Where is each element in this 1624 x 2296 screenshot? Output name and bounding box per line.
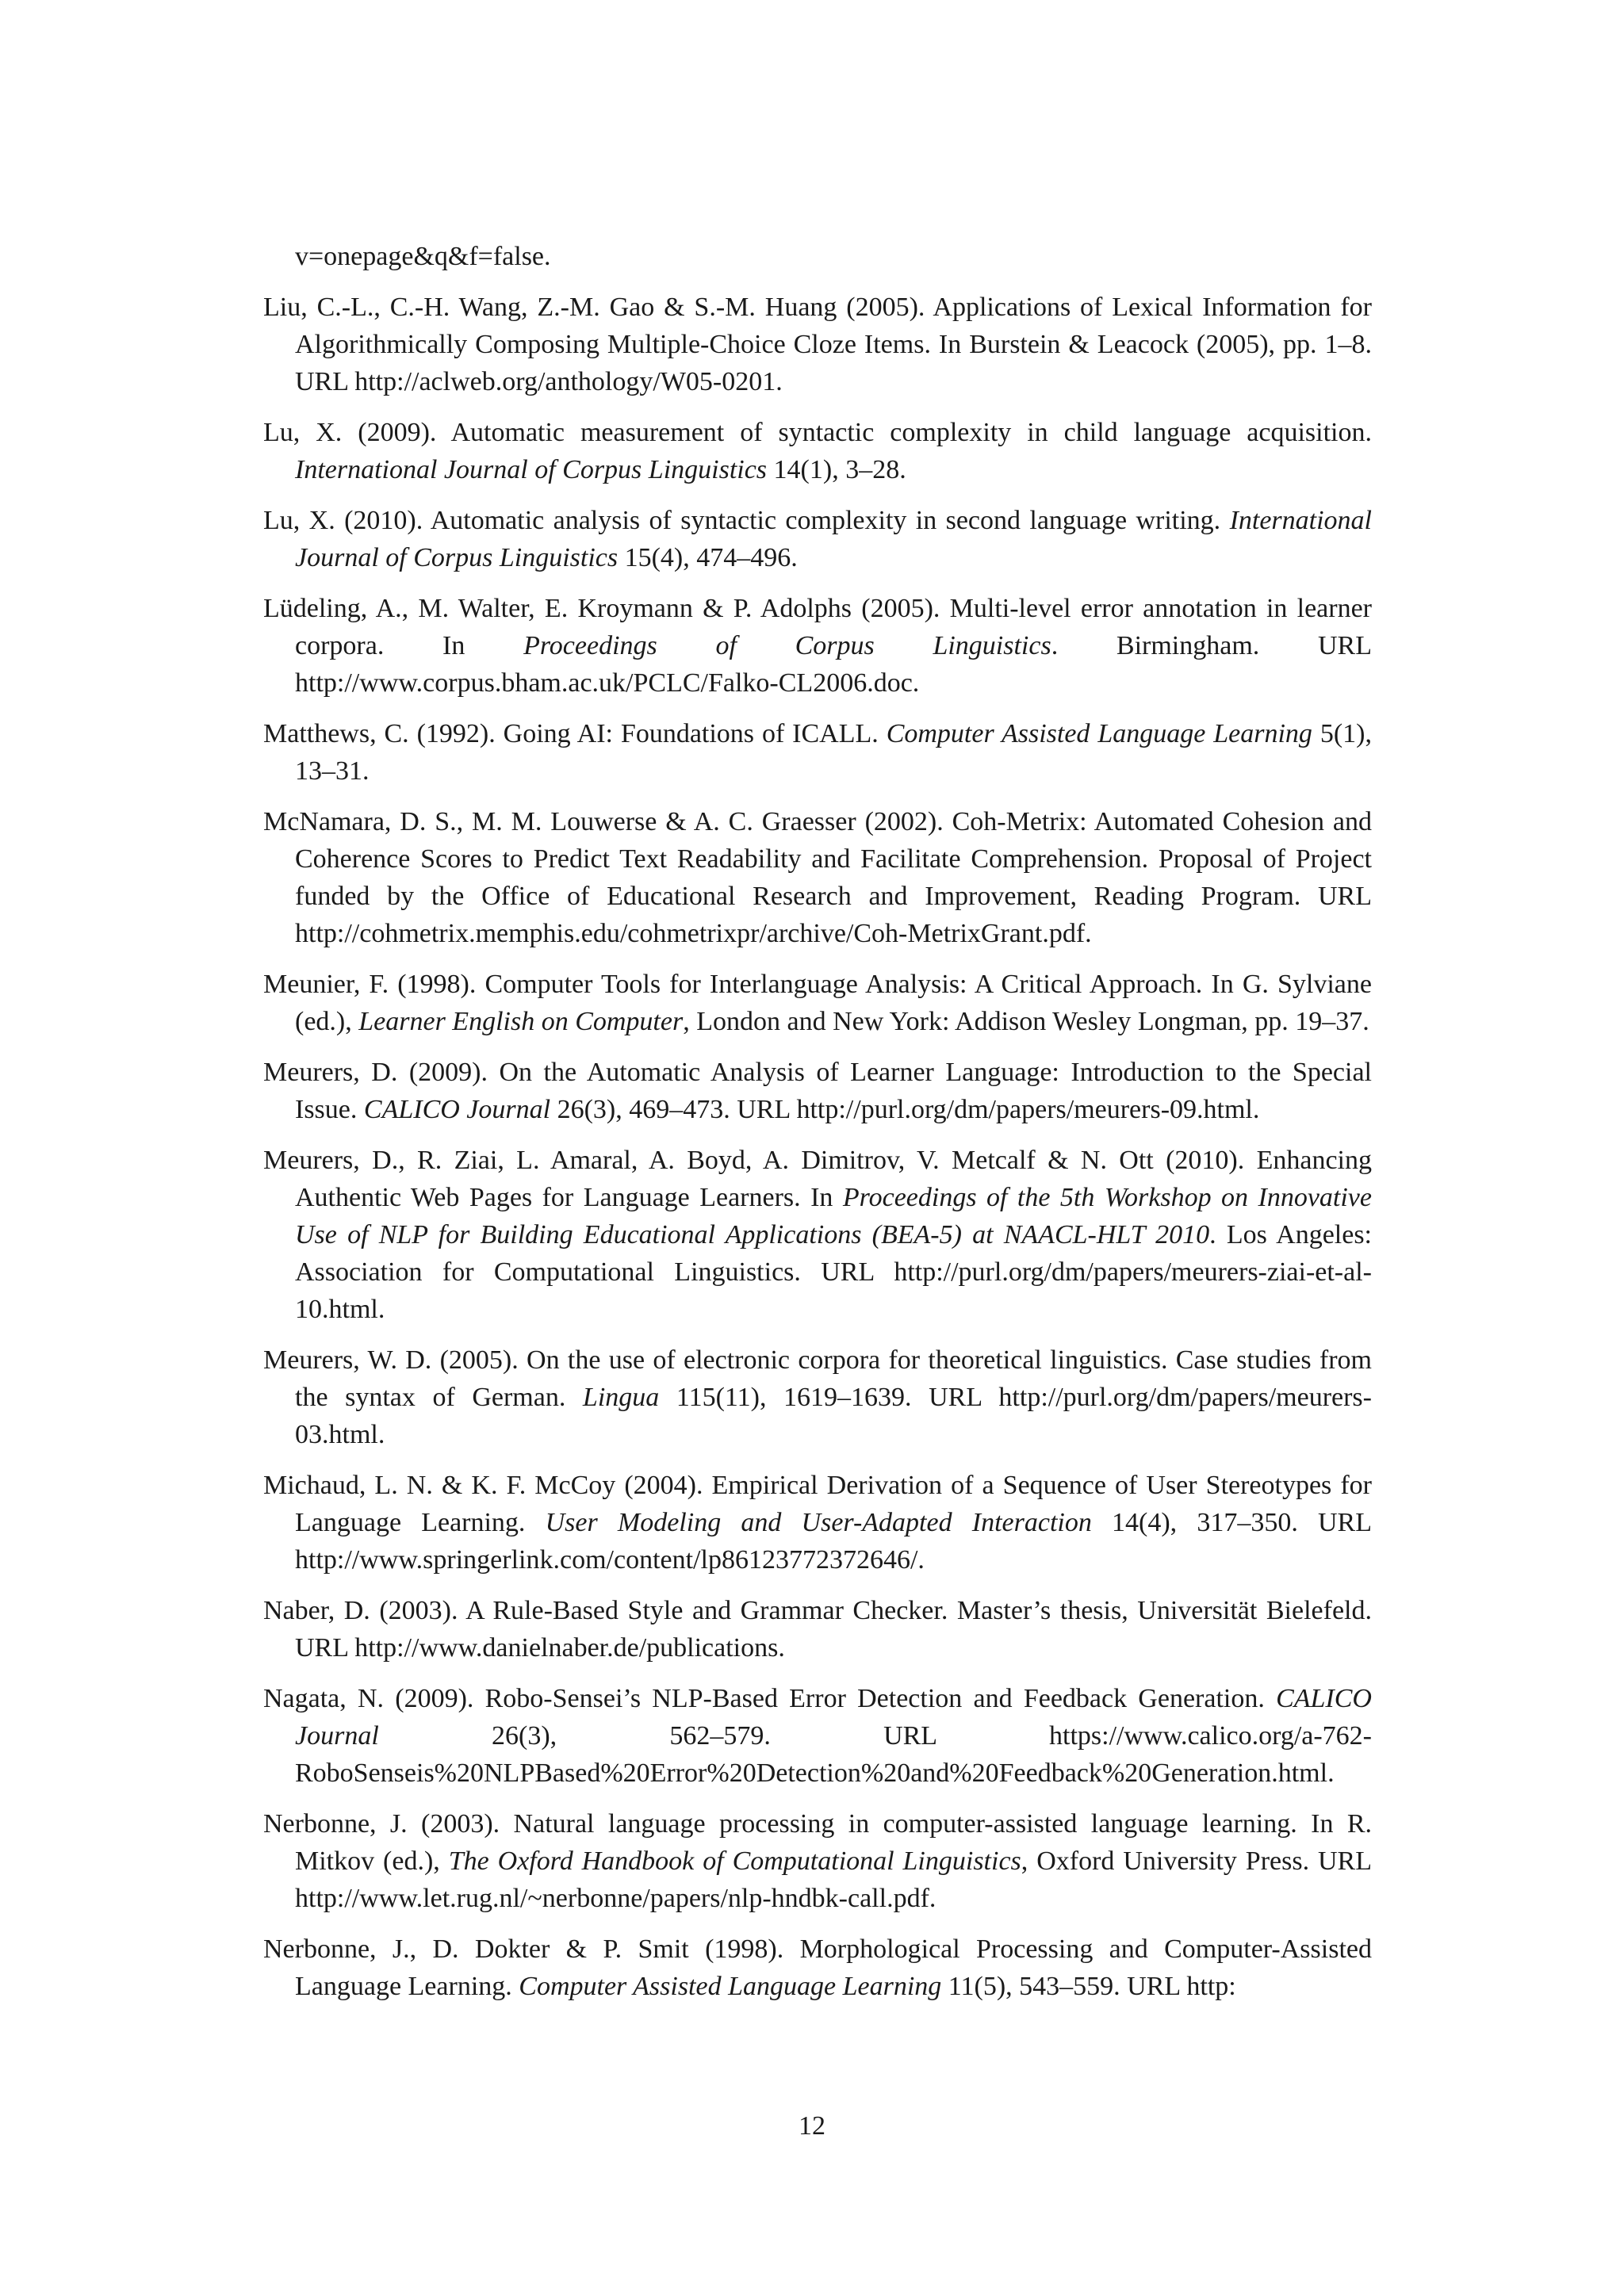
reference-text-segment: 26(3), 469–473. URL http://purl.org/dm/papers/meurers-09.html. [550,1095,1260,1124]
reference-italic-segment: Computer Assisted Language Learning [519,1972,942,2001]
reference-text-segment: 26(3), 562–579. URL https://www.calico.org/a-762-RoboSenseis%20NLPBased%20Error%20Detection%20and%20Feedback%20Generation.html. [295,1721,1372,1788]
reference-text-segment: . Los Angeles: Association for Computational Linguistics. URL http://purl.org/dm/papers/meurers-ziai-et-al-10.html. [295,1220,1373,1324]
reference-text-segment: v=onepage&q&f=false. [295,242,551,271]
reference-italic-segment: CALICO Journal [295,1684,1372,1751]
reference-entry [263,289,1372,400]
reference-italic-segment: The Oxford Handbook of Computational Linguistics [448,1846,1021,1876]
reference-list [263,238,1372,2019]
reference-text-segment: Naber, D. (2003). A Rule-Based Style and Grammar Checker. Master’s thesis, Universität Bielefeld. URL http://www.danielnaber.de/publications. [263,1596,1372,1663]
reference-text-segment: 14(4), 317–350. URL http://www.springerlink.com/content/lp86123772372646/. [295,1508,1372,1575]
reference-italic-segment: Proceedings of the 5th Workshop on Innovative Use of NLP for Building Educational Applications (BEA-5) at NAACL-HLT 2010 [295,1183,1372,1249]
reference-italic-segment: CALICO Journal [363,1095,551,1124]
reference-text-segment: Nerbonne, J., D. Dokter & P. Smit (1998). Morphological Processing and Computer-Assisted Language Learning. [263,1934,1372,2001]
reference-italic-segment: Lingua [582,1383,660,1412]
reference-text-segment: 11(5), 543–559. URL http: [941,1972,1236,2001]
reference-italic-segment: International Journal of Corpus Linguistics [295,506,1372,572]
reference-text-segment: Michaud, L. N. & K. F. McCoy (2004). Empirical Derivation of a Sequence of User Stereotypes for Language Learning. [263,1471,1372,1537]
reference-entry [263,1341,1372,1453]
reference-entry [263,803,1372,952]
reference-entry [263,1805,1372,1917]
reference-text-segment: Nerbonne, J. (2003). Natural language processing in computer-assisted language learning. In R. Mitkov (ed.), [263,1809,1372,1876]
reference-text-segment: Meurers, D., R. Ziai, L. Amaral, A. Boyd, A. Dimitrov, V. Metcalf & N. Ott (2010). Enhancing Authentic Web Pages for Language Learners. In [263,1146,1372,1212]
reference-italic-segment: Learner English on Computer [358,1007,684,1036]
reference-text-segment: McNamara, D. S., M. M. Louwerse & A. C. Graesser (2002). Coh-Metrix: Automated Cohesion and Coherence Scores to Predict Text Readability and Facilitate Comprehension. Proposal of Project funded by the Office of Educational Research and Improvement, Reading Program. URL http://cohmetrix.memphis.edu/cohmetrixpr/archive/Coh-MetrixGrant.pdf. [263,807,1372,948]
reference-entry [263,502,1372,576]
reference-italic-segment: Proceedings of Corpus Linguistics [523,631,1051,660]
reference-text-segment: 5(1), 13–31. [295,719,1372,786]
reference-text-segment: Meurers, D. (2009). On the Automatic Analysis of Learner Language: Introduction to the Special Issue. [263,1058,1372,1124]
reference-text-segment: 14(1), 3–28. [767,455,906,484]
reference-italic-segment: User Modeling and User-Adapted Interaction [545,1508,1092,1537]
reference-entry [263,966,1372,1040]
reference-entry [263,1142,1372,1328]
reference-text-segment: 115(11), 1619–1639. URL http://purl.org/dm/papers/meurers-03.html. [295,1383,1372,1449]
reference-italic-segment: Computer Assisted Language Learning [886,719,1312,748]
reference-entry [263,1680,1372,1792]
reference-italic-segment: International Journal of Corpus Linguistics [295,455,768,484]
reference-text-segment: Matthews, C. (1992). Going AI: Foundations of ICALL. [263,719,887,748]
reference-entry [263,1592,1372,1667]
reference-text-segment: , Oxford University Press. URL http://www.let.rug.nl/~nerbonne/papers/nlp-hndbk-call.pdf. [295,1846,1372,1913]
reference-entry [263,590,1372,702]
reference-entry [263,1467,1372,1578]
reference-text-segment: Meunier, F. (1998). Computer Tools for Interlanguage Analysis: A Critical Approach. In G. Sylviane (ed.), [263,970,1372,1036]
reference-entry [263,414,1372,488]
reference-entry [263,715,1372,790]
reference-entry [263,1931,1372,2005]
reference-text-segment: . Birmingham. URL http://www.corpus.bham.ac.uk/PCLC/Falko-CL2006.doc. [295,631,1372,698]
reference-text-segment: Lüdeling, A., M. Walter, E. Kroymann & P. Adolphs (2005). Multi-level error annotation in learner corpora. In [263,594,1372,660]
reference-text-segment: Nagata, N. (2009). Robo-Sensei’s NLP-Based Error Detection and Feedback Generation. [263,1684,1277,1713]
reference-text-segment: , London and New York: Addison Wesley Longman, pp. 19–37. [683,1007,1369,1036]
reference-entry-continued [263,238,1372,275]
page-number: 12 [799,2111,825,2141]
reference-text-segment: Lu, X. (2009). Automatic measurement of syntactic complexity in child language acquisition. [263,418,1372,447]
reference-text-segment: Lu, X. (2010). Automatic analysis of syntactic complexity in second language writing. [263,506,1230,535]
reference-text-segment: Meurers, W. D. (2005). On the use of electronic corpora for theoretical linguistics. Case studies from the syntax of German. [263,1345,1372,1412]
reference-text-segment: 15(4), 474–496. [618,543,798,572]
reference-entry [263,1054,1372,1128]
reference-entries [263,238,1372,2005]
reference-text-segment: Liu, C.-L., C.-H. Wang, Z.-M. Gao & S.-M. Huang (2005). Applications of Lexical Information for Algorithmically Composing Multiple-Choice Cloze Items. In Burstein & Leacock (2005), pp. 1–8. URL http://aclweb.org/anthology/W05-0201. [263,293,1372,396]
